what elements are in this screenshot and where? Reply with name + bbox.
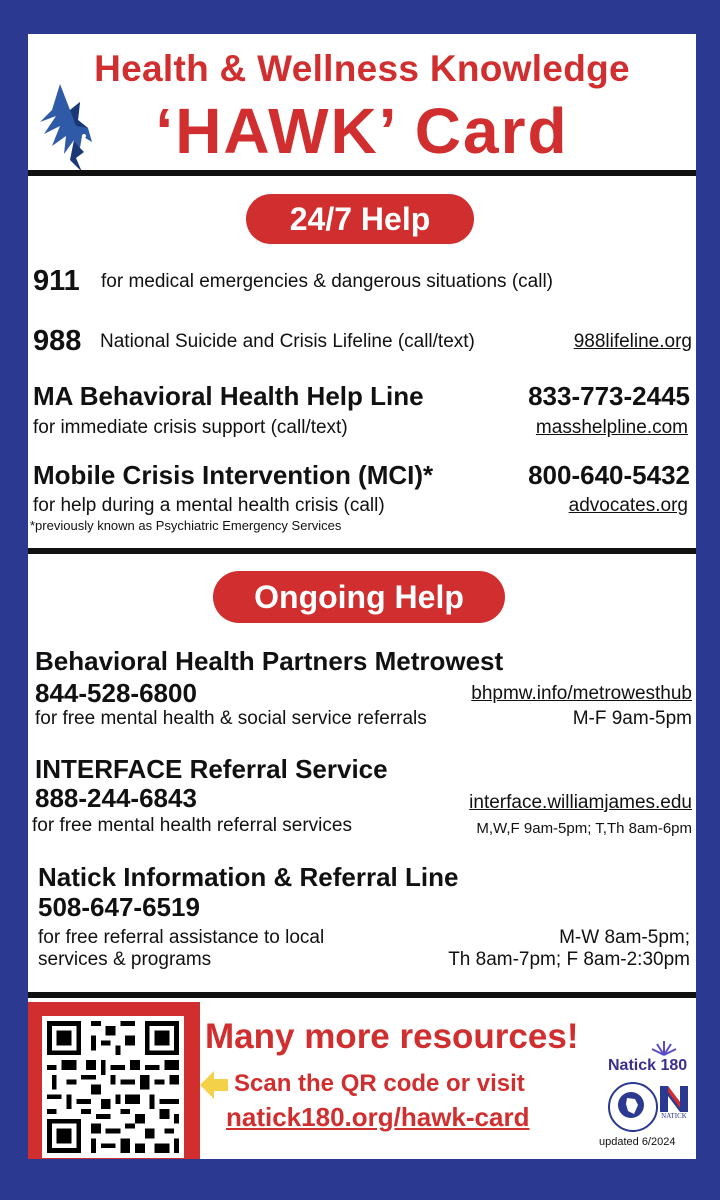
link-988lifeline[interactable]: 988lifeline.org	[573, 331, 692, 352]
natick180-burst-icon	[649, 1037, 679, 1057]
number-988: 988	[33, 325, 82, 357]
link-interface[interactable]: interface.williamjames.edu	[469, 792, 692, 813]
title-bhp: Behavioral Health Partners Metrowest	[35, 646, 504, 676]
link-bhpmw[interactable]: bhpmw.info/metrowesthub	[471, 683, 692, 704]
divider-top	[28, 170, 696, 176]
heading-247-help: 24/7 Help	[246, 194, 474, 244]
link-advocates[interactable]: advocates.org	[568, 495, 688, 516]
desc-natick-line1: for free referral assistance to local	[38, 927, 325, 948]
link-masshelpline[interactable]: masshelpline.com	[535, 417, 688, 438]
qr-code-frame	[28, 1002, 200, 1159]
number-911: 911	[33, 265, 80, 297]
town-seal-icon	[608, 1082, 658, 1132]
phone-natick-referral[interactable]: 508-647-6519	[38, 892, 200, 922]
phone-ma-helpline[interactable]: 833-773-2445	[528, 381, 690, 411]
natick-n-label: NATICK	[661, 1112, 687, 1120]
desc-mci: for help during a mental health crisis (call)	[33, 495, 385, 516]
footer-scan-text: Scan the QR code or visit	[234, 1070, 525, 1097]
hawk-card	[28, 34, 696, 1159]
divider-bottom	[28, 992, 696, 998]
title-mci: Mobile Crisis Intervention (MCI)*	[33, 460, 434, 490]
updated-date: updated 6/2024	[599, 1136, 676, 1148]
hours-natick-line1: M-W 8am-5pm;	[559, 927, 690, 948]
footer-headline: Many more resources!	[205, 1017, 579, 1056]
desc-ma-helpline: for immediate crisis support (call/text)	[33, 417, 348, 438]
phone-mci[interactable]: 800-640-5432	[528, 460, 690, 490]
desc-911: for medical emergencies & dangerous situations (call)	[101, 271, 553, 292]
footnote-mci: *previously known as Psychiatric Emergency Services	[30, 518, 342, 533]
hours-interface: M,W,F 9am-5pm; T,Th 8am-6pm	[476, 820, 692, 837]
left-arrow-icon	[198, 1069, 230, 1101]
hours-natick-line2: Th 8am-7pm; F 8am-2:30pm	[448, 949, 690, 970]
title-line1: Health & Wellness Knowledge	[94, 48, 630, 89]
heading-ongoing-help: Ongoing Help	[213, 571, 505, 623]
desc-interface: for free mental health referral services	[32, 815, 352, 836]
title-natick-referral: Natick Information & Referral Line	[38, 862, 459, 892]
phone-bhp[interactable]: 844-528-6800	[35, 678, 197, 708]
qr-code-icon[interactable]	[42, 1016, 184, 1158]
natick180-brand: Natick 180	[608, 1057, 688, 1074]
title-interface: INTERFACE Referral Service	[35, 754, 388, 784]
desc-bhp: for free mental health & social service referrals	[35, 708, 427, 729]
divider-middle	[28, 548, 696, 554]
hours-bhp: M-F 9am-5pm	[572, 708, 692, 729]
phone-interface[interactable]: 888-244-6843	[35, 783, 197, 813]
desc-988: National Suicide and Crisis Lifeline (call/text)	[100, 331, 475, 352]
desc-natick-line2: services & programs	[38, 949, 212, 970]
natick-n-logo	[656, 1084, 692, 1120]
footer-url-link[interactable]: natick180.org/hawk-card	[226, 1102, 530, 1132]
title-line2: ‘HAWK’ Card	[155, 95, 569, 167]
title-ma-helpline: MA Behavioral Health Help Line	[33, 381, 424, 411]
